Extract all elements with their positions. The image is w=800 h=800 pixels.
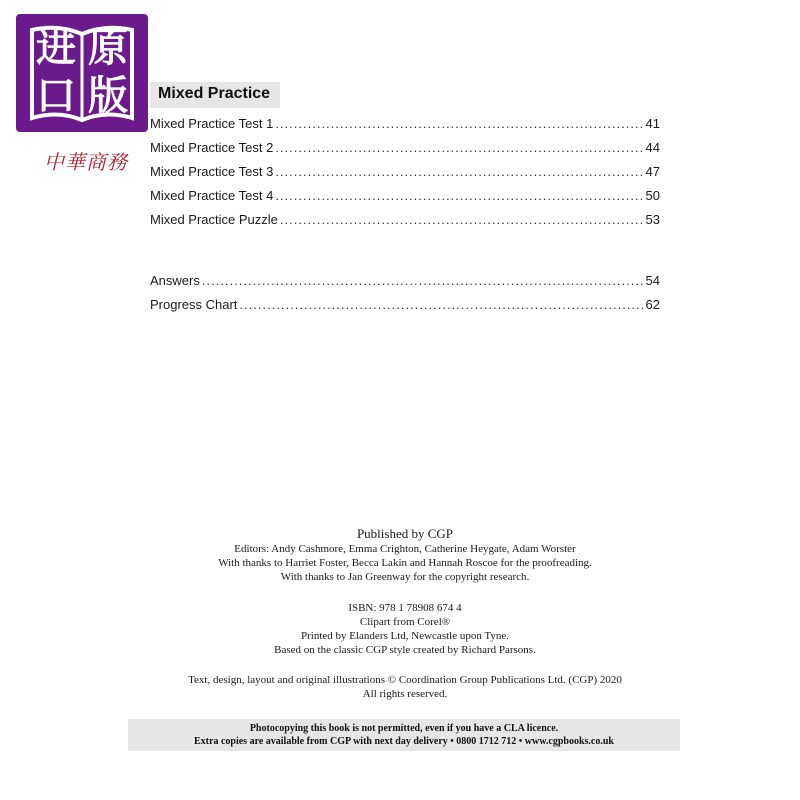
isbn-line: ISBN: 978 1 78908 674 4 bbox=[348, 602, 462, 614]
toc-entry-label: Mixed Practice Test 1 bbox=[150, 116, 274, 131]
copyright-block bbox=[150, 673, 660, 701]
editors-line: Editors: Andy Cashmore, Emma Crighton, Catherine Heygate, Adam Worster bbox=[234, 543, 576, 555]
photocopy-notice: Photocopying this book is not permitted, even if you have a CLA licence. bbox=[249, 723, 559, 734]
logo-char-3: 口 bbox=[36, 72, 76, 119]
publication-details bbox=[150, 601, 660, 657]
toc-entry-label: Mixed Practice Test 2 bbox=[150, 140, 274, 155]
toc-entry-page: 54 bbox=[645, 273, 660, 288]
ordering-info: Extra copies are available from CGP with next day delivery • 0800 1712 712 • www.cgpbooks.co.uk bbox=[194, 736, 614, 747]
toc-leader bbox=[275, 116, 643, 131]
rights-line: All rights reserved. bbox=[362, 688, 448, 700]
toc-entry-page: 62 bbox=[645, 297, 660, 312]
printer-line: Printed by Elanders Ltd, Newcastle upon Tyne. bbox=[301, 630, 509, 642]
logo-subtitle: 中華商務 bbox=[44, 150, 128, 174]
toc-leader bbox=[275, 164, 643, 179]
publication-credits bbox=[150, 526, 660, 584]
copyright-research-thanks: With thanks to Jan Greenway for the copyright research. bbox=[280, 571, 530, 583]
toc-entry-label: Mixed Practice Puzzle bbox=[150, 212, 278, 227]
copyright-line: Text, design, layout and original illustrations © Coordination Group Publications Ltd. (CGP) 2020 bbox=[188, 674, 622, 686]
toc-leader bbox=[239, 297, 643, 312]
photocopy-notice-banner bbox=[128, 719, 680, 751]
toc-entry[interactable] bbox=[150, 140, 660, 158]
toc-leader bbox=[280, 212, 644, 227]
toc-leader bbox=[202, 273, 644, 288]
toc-entry[interactable] bbox=[150, 297, 660, 315]
toc-entry-label: Answers bbox=[150, 273, 200, 288]
logo-char-1: 进 bbox=[36, 24, 76, 71]
clipart-line: Clipart from Corel® bbox=[359, 616, 451, 628]
logo-char-2: 原 bbox=[88, 24, 128, 71]
style-credit-line: Based on the classic CGP style created by Richard Parsons. bbox=[274, 644, 536, 656]
toc-entry[interactable] bbox=[150, 273, 660, 291]
proofreading-thanks: With thanks to Harriet Foster, Becca Lakin and Hannah Roscoe for the proofreading. bbox=[218, 557, 592, 569]
toc-entry-label: Progress Chart bbox=[150, 297, 238, 312]
published-by: Published by CGP bbox=[356, 526, 454, 541]
toc-entry[interactable] bbox=[150, 188, 660, 206]
toc-entry[interactable] bbox=[150, 164, 660, 182]
toc-entry[interactable] bbox=[150, 212, 660, 230]
toc-entry-page: 47 bbox=[645, 164, 660, 179]
section-heading-text: Mixed Practice bbox=[158, 85, 271, 102]
toc-leader bbox=[275, 140, 643, 155]
section-heading bbox=[150, 82, 280, 108]
toc-leader bbox=[275, 188, 643, 203]
toc-entry-label: Mixed Practice Test 4 bbox=[150, 188, 274, 203]
toc-entry-page: 44 bbox=[645, 140, 660, 155]
toc-entry-label: Mixed Practice Test 3 bbox=[150, 164, 274, 179]
store-logo bbox=[16, 14, 148, 174]
logo-badge bbox=[16, 14, 148, 132]
toc-entry-page: 53 bbox=[645, 212, 660, 227]
toc-entry-page: 50 bbox=[645, 188, 660, 203]
toc-entry[interactable] bbox=[150, 116, 660, 134]
logo-char-4: 版 bbox=[88, 72, 128, 119]
toc-entry-page: 41 bbox=[645, 116, 660, 131]
